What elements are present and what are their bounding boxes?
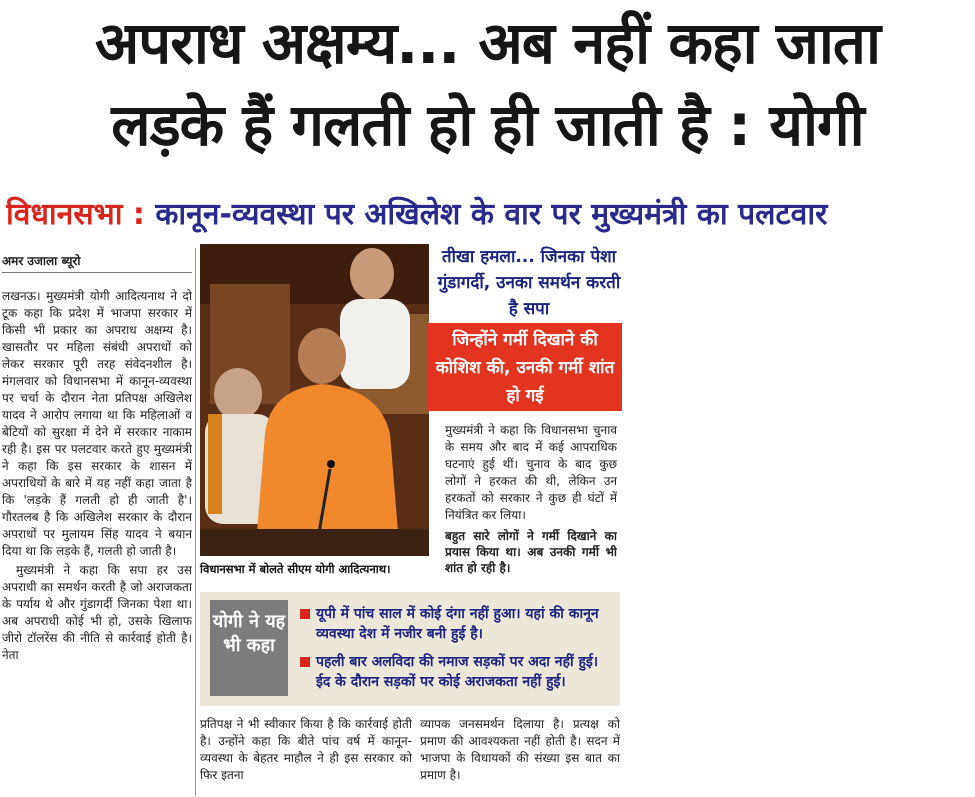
byline-divider	[2, 272, 192, 273]
callout-bullet	[300, 604, 612, 644]
article-column-1	[2, 288, 192, 796]
headline-line-1: अपराध अक्षम्य... अब नहीं कहा जाता	[94, 9, 881, 77]
subheadline-text: कानून-व्यवस्था पर अखिलेश के वार पर मुख्यमंत्री का पलटवार	[155, 197, 828, 232]
highlight-box: जिन्होंने गर्मी दिखाने की कोशिश की, उनकी गर्मी शांत हो गई	[428, 323, 622, 411]
assembly-photo-illustration	[200, 244, 429, 556]
photo-caption: विधानसभा में बोलते सीएम योगी आदित्यनाथ।	[200, 562, 391, 576]
article-paragraph: मुख्यमंत्री ने कहा कि सपा हर उस अपराधी का समर्थन करती है जो अराजकता के पर्याय थे और गुंडागर्दी जिनका पेशा था। अब अपराधी कोई भी हो, उसके खिलाफ जीरो टॉलरेंस की नीति से कार्रवाई होती है। नेता	[2, 563, 192, 662]
bullet-square-icon	[300, 609, 310, 619]
byline: अमर उजाला ब्यूरो	[2, 254, 81, 268]
subheadline-label: विधानसभा :	[6, 197, 145, 232]
callout-bullet-text: यूपी में पांच साल में कोई दंगा नहीं हुआ। यहां की कानून व्यवस्था देश में नजीर बनी हुई है।	[316, 606, 599, 642]
bullet-square-icon	[300, 657, 310, 667]
column-divider	[195, 248, 196, 796]
news-photo	[200, 244, 429, 556]
callout-bullet-text: पहली बार अलविदा की नमाज सड़कों पर अदा नहीं हुई। ईद के दौरान सड़कों पर कोई अराजकता नहीं हुई।	[316, 654, 599, 690]
subheadline	[6, 192, 971, 233]
callout-label: योगी ने यह भी कहा	[210, 600, 288, 696]
article-paragraph: लखनऊ। मुख्यमंत्री योगी आदित्यनाथ ने दो टूक कहा कि प्रदेश में भाजपा सरकार में किसी भी प्रकार का अपराध अक्षम्य है। खासतौर पर महिला संबंधी अपराधों को लेकर सरकार पूरी तरह संवेदनशील है। मंगलवार को विधानसभा में कानून-व्यवस्था पर चर्चा के दौरान नेता प्रतिपक्ष अखिलेश यादव ने आरोप लगाया था कि महिलाओं व बेटियों को सुरक्षा में देने में सरकार नाकाम रही है। इस पर पलटवार करते हुए मुख्यमंत्री ने कहा कि इस सरकार के शासन में अपराधियों के बारे में यह नहीं कहा जाता है कि 'लड़के हैं गलती हो ही जाती है'। गौरतलब है कि अखिलेश सरकार के दौरान अपराधों पर मुलायम सिंह यादव ने बयान दिया था कि लड़के हैं, गलती हो जाती है।	[2, 289, 192, 558]
article-column-3-bold: बहुत सारे लोगों ने गर्मी दिखाने का प्रयास किया था। अब उनकी गर्मी भी शांत हो रही है।	[445, 529, 617, 575]
pull-quote: तीखा हमला... जिनका पेशा गुंडागर्दी, उनका समर्थन करती है सपा	[437, 247, 621, 319]
headline-line-2: लड़के हैं गलती हो ही जाती है : योगी	[111, 91, 864, 159]
article-paragraph: मुख्यमंत्री ने कहा कि विधानसभा चुनाव के समय और बाद में कई आपराधिक घटनाएं हुई थीं। चुनाव के बाद कुछ लोगों ने हरकत की थी, लेकिन उन हरकतों को सरकार ने कुछ ही घंटों में नियंत्रित कर लिया।	[445, 423, 617, 522]
article-column-4: प्रतिपक्ष ने भी स्वीकार किया है कि कार्रवाई होती है। उन्होंने कहा कि बीते पांच वर्ष में कानून-व्यवस्था के बेहतर माहौल ने ही इस सरकार को फिर इतना	[200, 717, 412, 782]
callout-bullet	[300, 652, 612, 692]
article-column-5: व्यापक जनसमर्थन दिलाया है। प्रत्यक्ष को प्रमाण की आवश्यकता नहीं होती है। सदन में भाजपा के विधायकों की संख्या इस बात का प्रमाण है।	[420, 717, 620, 782]
